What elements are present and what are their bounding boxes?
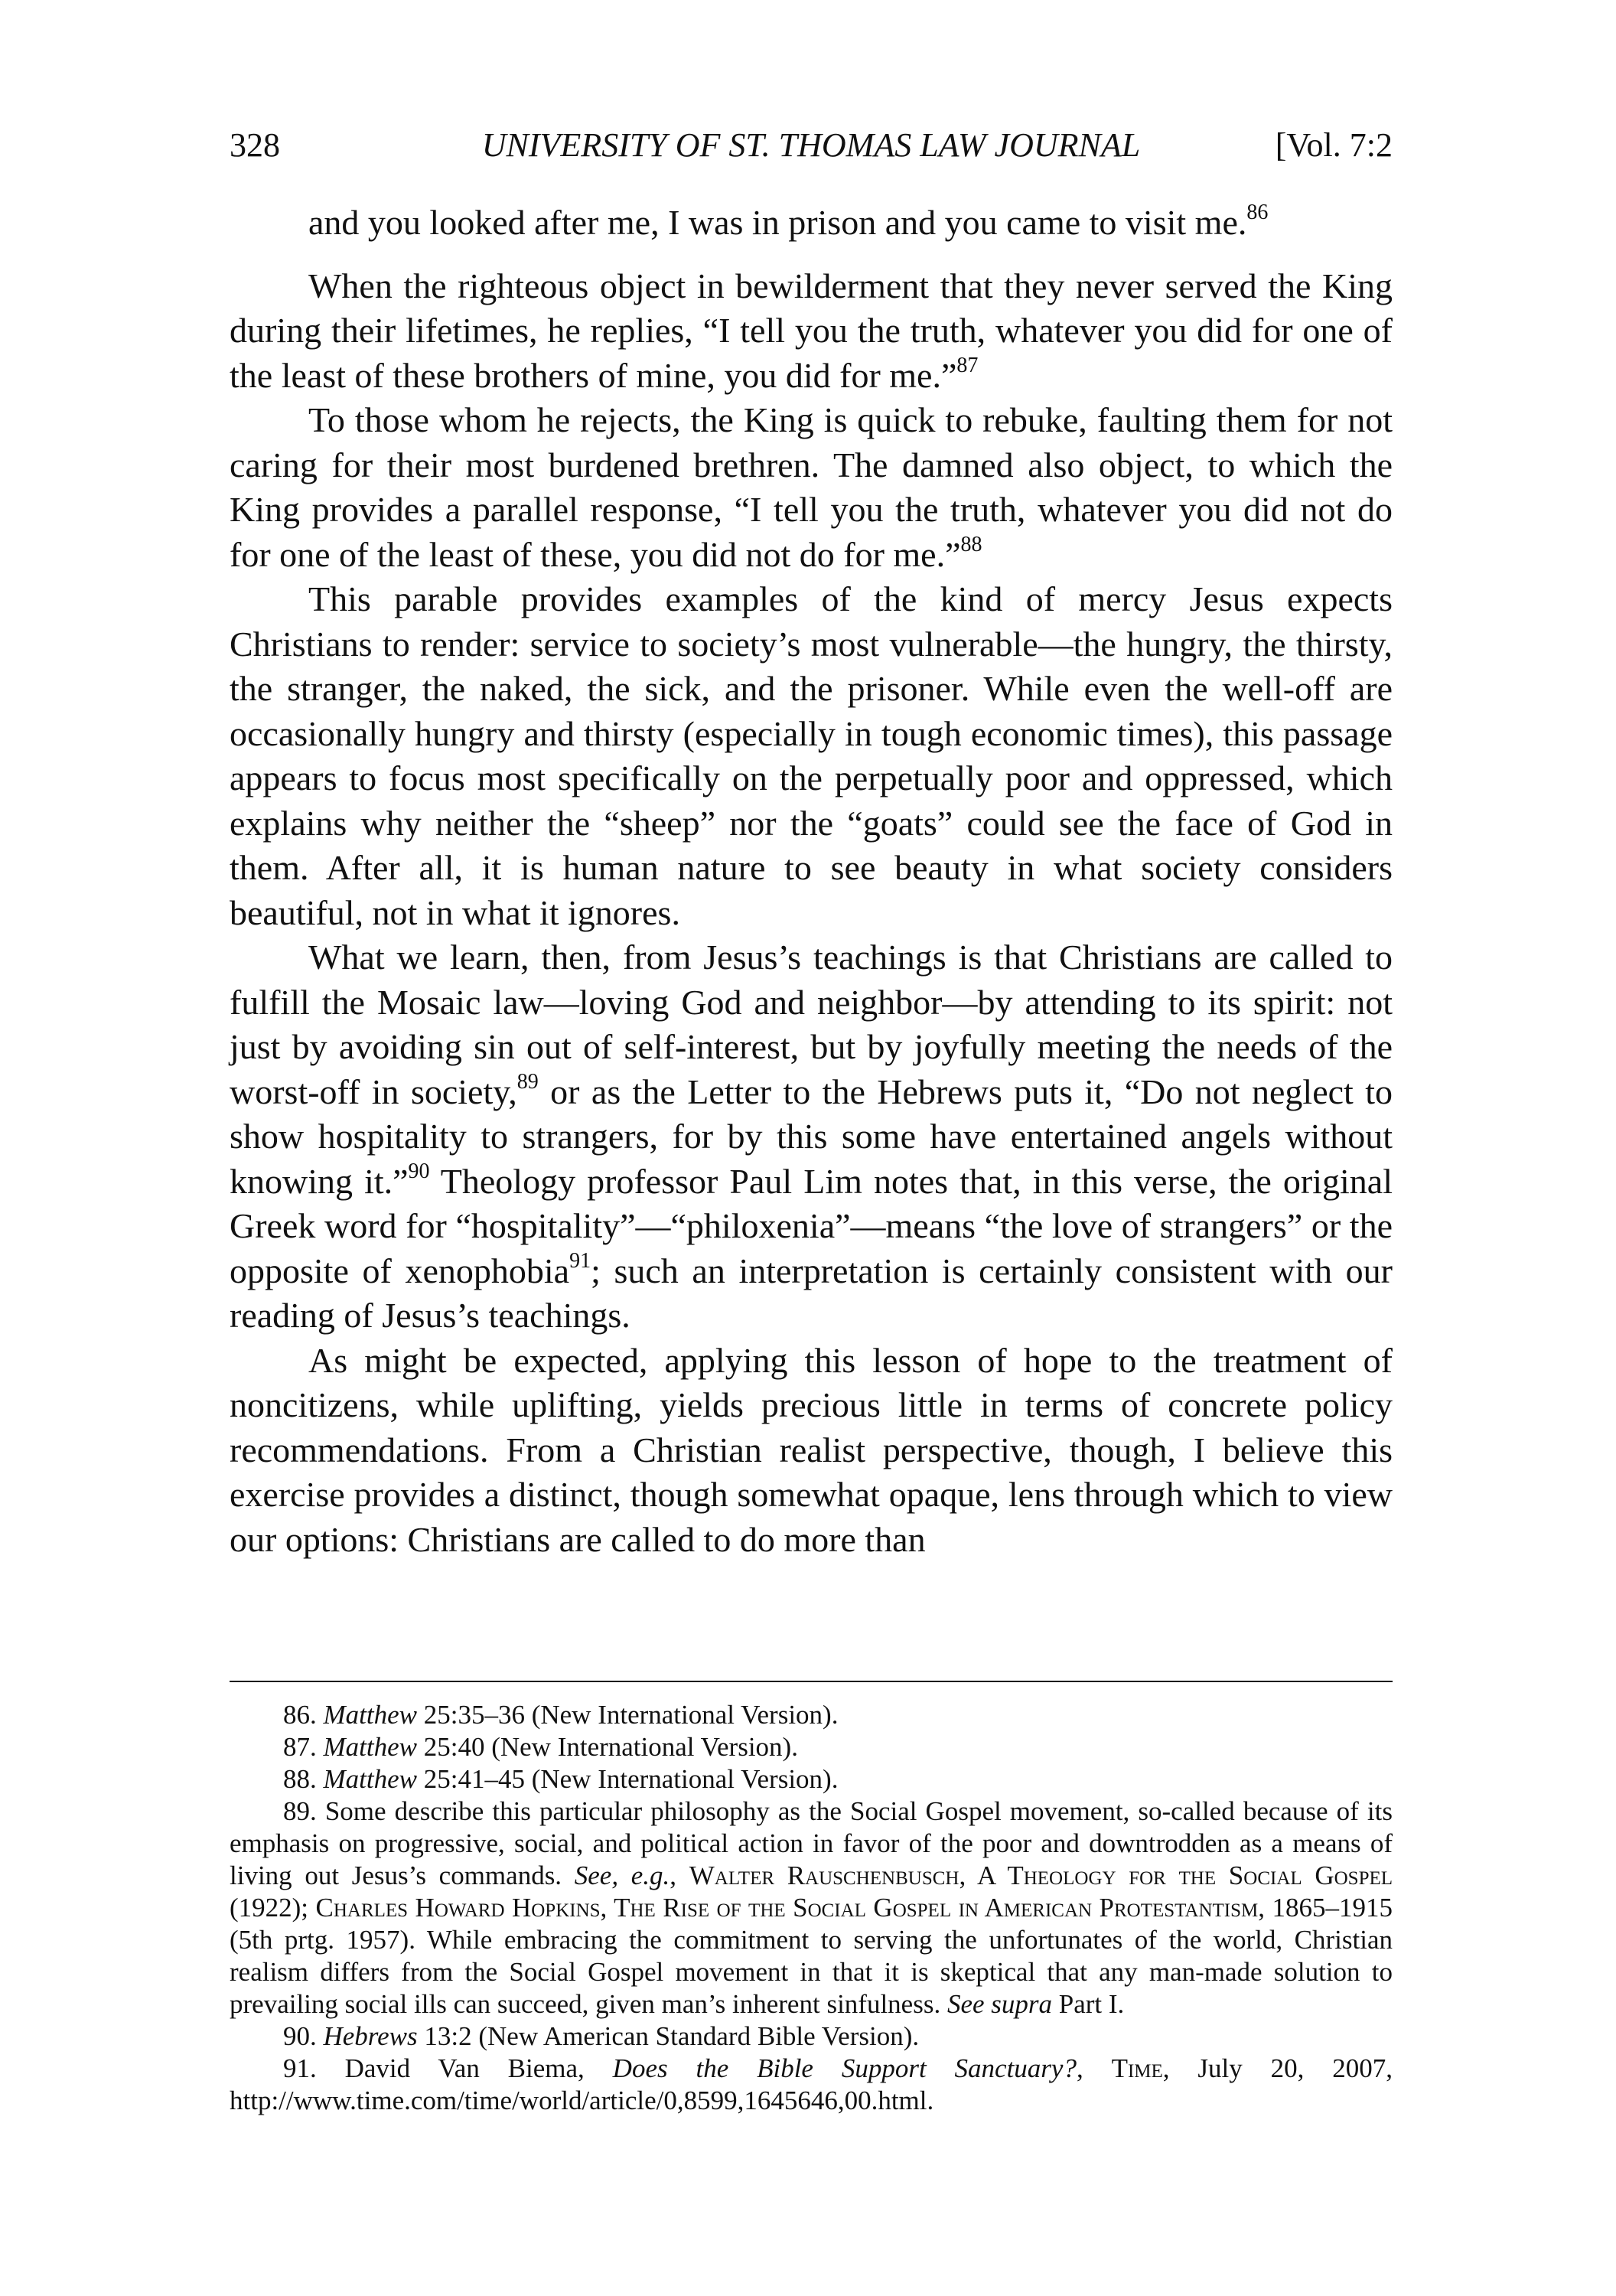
paragraph-4: What we learn, then, from Jesus’s teachings is that Christians are called to fulfill the Mosaic law—loving God and neighbor—by attending to its spirit: not just by avoiding sin out of self-interest, but by joyfully meeting the needs of the worst-off in society,$^{89}$ or as the Letter to the Hebrews puts it, “Do not neglect to show hospitality to strangers, for by this some have entertained angels without knowing it.”$^{90}$ Theology professor Paul Lim notes that, in this verse, the original Greek word for “hospitality”—“philoxenia”—means “the love of strangers” or the opposite of xenophobia$^{91}$; such an interpretation is certainly consistent with our reading of Jesus’s teachings. [230,938,1393,1335]
paragraph-1: When the righteous object in bewilderment that they never served the King during their lifetimes, he replies, “I tell you the truth, whatever you did for one of the least of these brothers of mine, you did for me.”$^{87}$ [230,266,1393,395]
footnote-ref: 86 [1246,201,1269,224]
footnote-89: 89. Some describe this particular philosophy as the Social Gospel movement, so-called because of its emphasis on progressive, social, and political action in favor of the poor and downtrodden as a means of living out Jesus’s commands. See, e.g., Walter Rauschenbusch, A Theology for the Social Gospel (1922); Charles Howard Hopkins, The Rise of the Social Gospel in American Protestantism, 1865–1915 (5th prtg. 1957). While embracing the commitment to serving the unfortunates of the world, Christian realism differs from the Social Gospel movement in that it is skeptical that any man-made solution to prevailing social ills can succeed, given man’s inherent sinfulness. See supra Part I. [230,1796,1393,2019]
page-number: 328 [230,126,280,164]
paragraph-2: To those whom he rejects, the King is quick to rebuke, faulting them for not caring for their most burdened brethren. The damned also object, to which the King provides a parallel response, “I tell you the truth, whatever you did not do for one of the least of these, you did not do for me.”$^{88}$ [230,400,1393,574]
footnote-86: 86. Matthew 25:35–36 (New International Version). [283,1700,839,1730]
footnote-ref: 87 [956,353,979,377]
footnotes [230,1699,1393,2117]
footnote-88: 88. Matthew 25:41–45 (New International Version). [283,1764,839,1794]
footnote-ref: 91 [569,1248,591,1273]
footnote-ref: 89 [516,1069,539,1094]
footnote-87: 87. Matthew 25:40 (New International Version). [283,1732,798,1762]
footnote-90: 90. Hebrews 13:2 (New American Standard Bible Version). [283,2021,920,2051]
footnote-ref: 88 [960,532,982,556]
footnote-91: 91. David Van Biema, Does the Bible Support Sanctuary?, Time, July 20, 2007, http://www.time.com/time/world/article/0,8599,1645646,00.html. [230,2053,1393,2115]
volume-label: [Vol. 7:2 [1275,126,1393,164]
paragraph-3: This parable provides examples of the kind of mercy Jesus expects Christians to render: service to society’s most vulnerable—the hungry, the thirsty, the stranger, the naked, the sick, and the prisoner. While even the well-off are occasionally hungry and thirsty (especially in tough economic times), this passage appears to focus most specifically on the perpetually poor and oppressed, which explains why neither the “sheep” nor the “goats” could see the face of God in them. After all, it is human nature to see beauty in what society considers beautiful, not in what it ignores. [230,579,1393,932]
journal-title: UNIVERSITY OF ST. THOMAS LAW JOURNAL [481,126,1141,164]
footnote-ref: 90 [408,1159,430,1183]
paragraph-5: As might be expected, applying this lesson of hope to the treatment of noncitizens, while uplifting, yields precious little in terms of concrete policy recommendations. From a Christian realist perspective, though, I believe this exercise provides a distinct, though somewhat opaque, lens through which to view our options: Christians are called to do more than [230,1340,1393,1559]
block-quote: and you looked after me, I was in prison and you came to visit me.$^{86}$ [308,201,1269,242]
footnote-divider [230,1681,1393,1682]
main-text [230,201,1393,1562]
running-header [230,122,1393,168]
